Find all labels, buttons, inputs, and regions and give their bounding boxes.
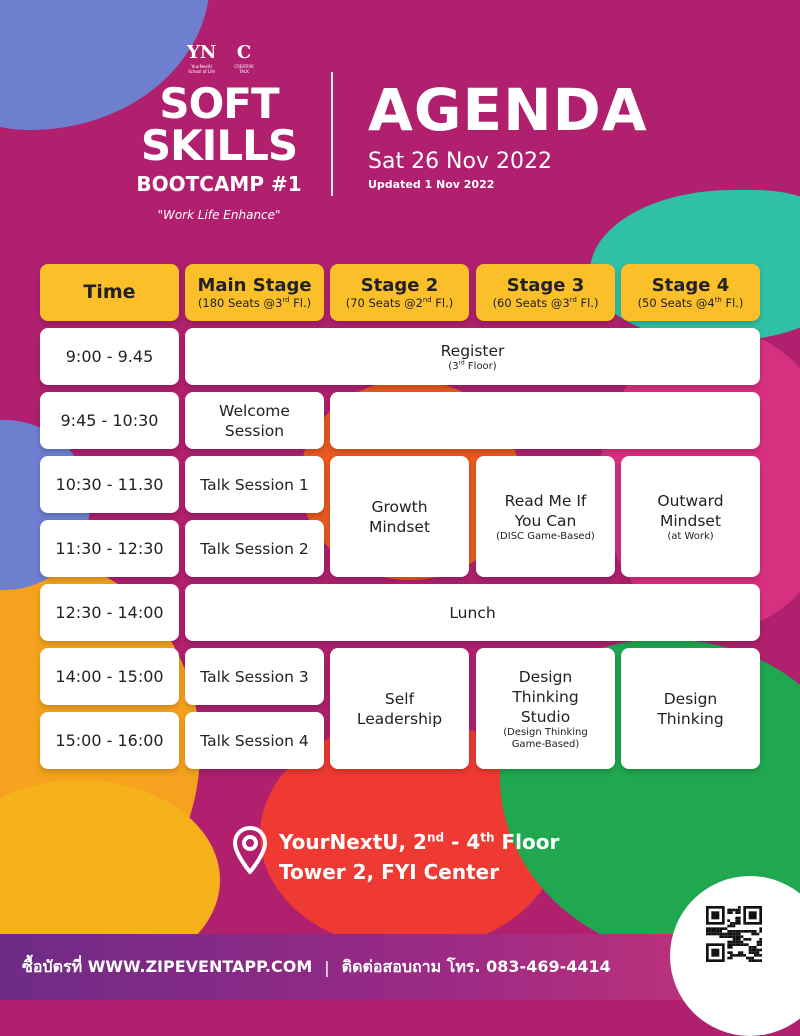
venue-line-1: YourNextU, 2nd - 4th Floor: [279, 830, 560, 854]
growth-mindset-cell: Growth Mindset: [330, 456, 469, 577]
design-thinking-studio-cell: Design Thinking Studio (Design Thinking Game-Based): [476, 648, 615, 769]
talk-session-3: Talk Session 3: [185, 648, 324, 705]
header-time: Time: [40, 264, 179, 321]
venue-info: [233, 826, 559, 887]
partner-logos: [187, 44, 254, 74]
event-brand: [120, 79, 318, 222]
design-thinking-cell: Design Thinking: [621, 648, 760, 769]
creative-talk-logo: C CREATIVE TALK: [234, 42, 254, 74]
time-slot: 14:00 - 15:00: [40, 648, 179, 705]
venue-line-2: Tower 2, FYI Center: [279, 860, 500, 884]
agenda-title: AGENDA: [368, 76, 648, 144]
brand-line-3: BOOTCAMP #1: [136, 172, 302, 196]
header-main-stage-seats: (180 Seats @3rd Fl.): [197, 296, 312, 310]
header-stage-4: Stage 4 (50 Seats @4th Fl.): [621, 264, 760, 321]
yournextu-logo: YN YourNextU School of Life: [187, 42, 217, 74]
header-divider: [331, 72, 333, 196]
time-slot: 12:30 - 14:00: [40, 584, 179, 641]
lunch-cell: Lunch: [185, 584, 760, 641]
talk-session-1: Talk Session 1: [185, 456, 324, 513]
time-slot: 15:00 - 16:00: [40, 712, 179, 769]
empty-slot: [330, 392, 760, 449]
brand-line-1: SOFT: [159, 79, 279, 128]
qr-code-icon[interactable]: [706, 906, 762, 962]
updated-date: Updated 1 Nov 2022: [368, 178, 495, 191]
contact-info: ติดต่อสอบถาม โทร. 083-469-4414: [341, 956, 611, 976]
self-leadership-cell: Self Leadership: [330, 648, 469, 769]
time-slot: 11:30 - 12:30: [40, 520, 179, 577]
brand-tagline: "Work Life Enhance": [157, 208, 281, 222]
agenda-header: [368, 78, 648, 191]
welcome-session-cell: Welcome Session: [185, 392, 324, 449]
footer-separator: |: [324, 957, 330, 977]
talk-session-4: Talk Session 4: [185, 712, 324, 769]
header-stage-2-seats: (70 Seats @2nd Fl.): [345, 296, 454, 310]
register-cell: Register (3rd Floor): [185, 328, 760, 385]
talk-session-2: Talk Session 2: [185, 520, 324, 577]
time-slot: 9:00 - 9.45: [40, 328, 179, 385]
event-date: Sat 26 Nov 2022: [368, 149, 552, 174]
header-main-stage: Main Stage (180 Seats @3rd Fl.): [185, 264, 324, 321]
header-stage-3: Stage 3 (60 Seats @3rd Fl.): [476, 264, 615, 321]
header-stage-3-seats: (60 Seats @3rd Fl.): [492, 296, 599, 310]
header-stage-4-seats: (50 Seats @4th Fl.): [637, 296, 744, 310]
outward-mindset-cell: Outward Mindset (at Work): [621, 456, 760, 577]
header-stage-2: Stage 2 (70 Seats @2nd Fl.): [330, 264, 469, 321]
time-slot: 10:30 - 11.30: [40, 456, 179, 513]
ticket-info: ซื้อบัตรที่ WWW.ZIPEVENTAPP.COM: [22, 956, 313, 976]
brand-line-2: SKILLS: [140, 121, 298, 170]
read-me-cell: Read Me If You Can (DISC Game-Based): [476, 456, 615, 577]
location-pin-icon: [233, 826, 267, 878]
time-slot: 9:45 - 10:30: [40, 392, 179, 449]
